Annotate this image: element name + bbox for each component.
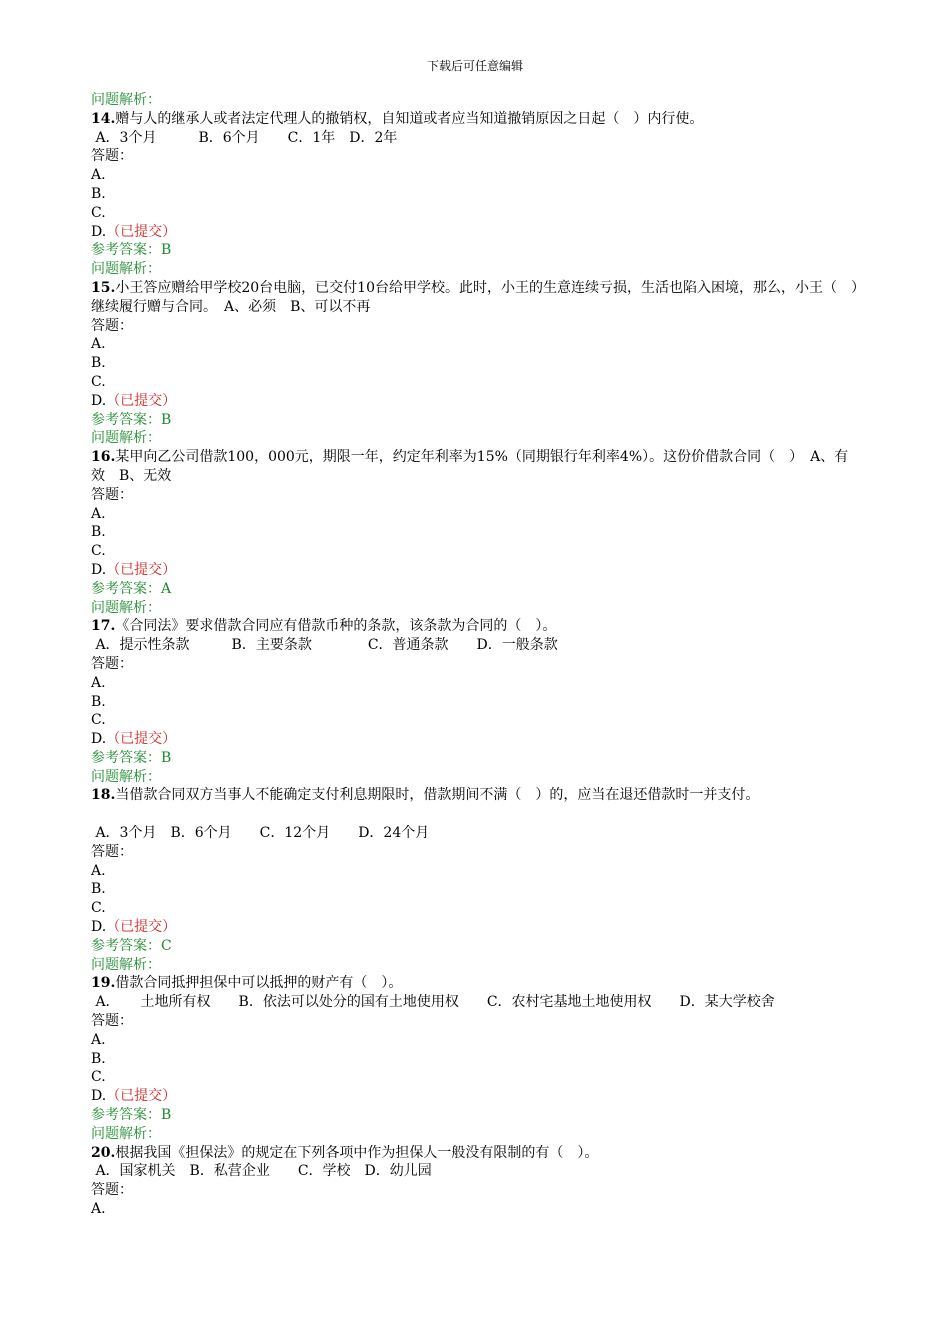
answer-label: 答题：	[91, 1013, 133, 1030]
answer-choice	[91, 561, 861, 580]
choice-letter: A.	[91, 862, 106, 879]
analysis-label: 问题解析：	[91, 92, 161, 108]
question-number: 19.	[91, 975, 116, 992]
submitted-mark: （已提交）	[106, 392, 177, 409]
question-stem	[91, 786, 861, 805]
choice-letter: B.	[91, 185, 106, 202]
question-block	[91, 110, 861, 279]
submitted-mark: （已提交）	[106, 561, 177, 578]
question-number: 14.	[91, 110, 116, 127]
question-number: 16.	[91, 449, 116, 466]
question-text: 借款合同抵押担保中可以抵押的财产有（ ）。	[115, 975, 403, 992]
answer-choice	[91, 1087, 861, 1106]
question-stem	[91, 279, 861, 317]
analysis-label: 问题解析：	[91, 430, 161, 447]
reference-answer: 参考答案：B	[91, 749, 172, 766]
answer-choice	[91, 899, 861, 918]
reference-answer: 参考答案：B	[91, 411, 172, 428]
question-options: A． 土地所有权 B．依法可以处分的国有土地使用权 C．农村宅基地土地使用权 D．某大学校舍	[91, 994, 775, 1011]
submitted-mark: （已提交）	[106, 1088, 177, 1105]
reference-answer: 参考答案：A	[91, 580, 172, 597]
answer-choice	[91, 693, 861, 712]
choice-letter: C.	[91, 1069, 106, 1086]
question-text: 当借款合同双方当事人不能确定支付利息期限时，借款期间不满（ ）的，应当在退还借款时一并支付。	[115, 787, 760, 804]
answer-label: 答题：	[91, 1182, 133, 1199]
choice-letter: B.	[91, 524, 106, 541]
answer-choice	[91, 373, 861, 392]
question-text: 某甲向乙公司借款100，000元，期限一年，约定年利率为15%（同期银行年利率4%）。这份价借款合同（ ） A、有效 B、无效	[91, 449, 849, 484]
question-block	[91, 617, 861, 786]
choice-letter: D.	[91, 561, 107, 578]
answer-choice	[91, 392, 861, 411]
answer-choice	[91, 730, 861, 749]
choice-letter: D.	[91, 731, 107, 748]
choice-letter: D.	[91, 919, 107, 936]
analysis-label: 问题解析：	[91, 956, 161, 973]
answer-choice	[91, 1200, 861, 1219]
answer-label: 答题：	[91, 843, 133, 860]
question-block	[91, 279, 861, 448]
choice-letter: A.	[91, 167, 106, 184]
choice-letter: C.	[91, 712, 106, 729]
question-list	[91, 91, 861, 1219]
question-block	[91, 786, 861, 974]
reference-answer: 参考答案：C	[91, 937, 172, 954]
question-number: 15.	[91, 279, 116, 296]
submitted-mark: （已提交）	[106, 919, 177, 936]
answer-choice	[91, 354, 861, 373]
answer-choice	[91, 1050, 861, 1069]
choice-letter: B.	[91, 881, 106, 898]
choice-letter: C.	[91, 204, 106, 221]
answer-label: 答题：	[91, 655, 133, 672]
answer-choice	[91, 918, 861, 937]
analysis-label: 问题解析：	[91, 261, 161, 278]
answer-choice	[91, 185, 861, 204]
question-block	[91, 448, 861, 617]
question-number: 20.	[91, 1144, 116, 1161]
choice-letter: C.	[91, 543, 106, 560]
question-number: 17.	[91, 618, 116, 635]
answer-choice	[91, 166, 861, 185]
analysis-label: 问题解析：	[91, 599, 161, 616]
question-stem	[91, 448, 861, 486]
answer-choice	[91, 335, 861, 354]
answer-label: 答题：	[91, 317, 133, 334]
choice-letter: B.	[91, 693, 106, 710]
question-text: 《合同法》要求借款合同应有借款币种的条款，该条款为合同的（ ）。	[115, 618, 557, 635]
question-stem	[91, 617, 861, 636]
choice-letter: D.	[91, 223, 107, 240]
choice-letter: B.	[91, 355, 106, 372]
answer-choice	[91, 862, 861, 881]
question-text: 小王答应赠给甲学校20台电脑，已交付10台给甲学校。此时，小王的生意连续亏损，生活也陷入困境，那么，小王（ ）继续履行赠与合同。 A、必须 B、可以不再	[91, 279, 858, 315]
choice-letter: A.	[91, 336, 106, 353]
reference-answer: 参考答案：B	[91, 242, 172, 259]
choice-letter: C.	[91, 373, 106, 390]
submitted-mark: （已提交）	[106, 223, 177, 240]
question-text: 根据我国《担保法》的规定在下列各项中作为担保人一般没有限制的有（ ）。	[115, 1144, 599, 1161]
answer-choice	[91, 674, 861, 693]
question-stem	[91, 1144, 861, 1163]
choice-letter: A.	[91, 505, 106, 522]
analysis-label: 问题解析：	[91, 1125, 161, 1142]
submitted-mark: （已提交）	[106, 731, 177, 748]
choice-letter: A.	[91, 1031, 106, 1048]
choice-letter: D.	[91, 1088, 107, 1105]
choice-letter: A.	[91, 1201, 106, 1218]
question-options: A．3个月 B．6个月 C．1年 D．2年	[91, 129, 398, 146]
question-number: 18.	[91, 787, 116, 804]
choice-letter: A.	[91, 674, 106, 691]
answer-choice	[91, 523, 861, 542]
answer-choice	[91, 223, 861, 242]
question-options: A．提示性条款 B．主要条款 C．普通条款 D．一般条款	[91, 637, 558, 654]
answer-label: 答题：	[91, 148, 133, 165]
answer-choice	[91, 711, 861, 730]
reference-answer: 参考答案：B	[91, 1107, 172, 1124]
answer-choice	[91, 1068, 861, 1087]
answer-choice	[91, 542, 861, 561]
choice-letter: D.	[91, 392, 107, 409]
answer-choice	[91, 204, 861, 223]
question-options: A．国家机关 B．私营企业 C．学校 D．幼儿园	[91, 1163, 432, 1180]
analysis-label: 问题解析：	[91, 768, 161, 785]
question-stem	[91, 974, 861, 993]
page-header: 下载后可任意编辑	[426, 59, 523, 73]
answer-label: 答题：	[91, 486, 133, 503]
question-block	[91, 1144, 861, 1219]
choice-letter: C.	[91, 900, 106, 917]
answer-choice	[91, 505, 861, 524]
question-block	[91, 974, 861, 1143]
question-options: A．3个月 B．6个月 C．12个月 D．24个月	[95, 825, 430, 842]
question-stem	[91, 110, 861, 129]
choice-letter: B.	[91, 1050, 106, 1067]
answer-choice	[91, 1031, 861, 1050]
question-text: 赠与人的继承人或者法定代理人的撤销权，自知道或者应当知道撤销原因之日起（ ）内行使。	[115, 110, 704, 127]
answer-choice	[91, 880, 861, 899]
